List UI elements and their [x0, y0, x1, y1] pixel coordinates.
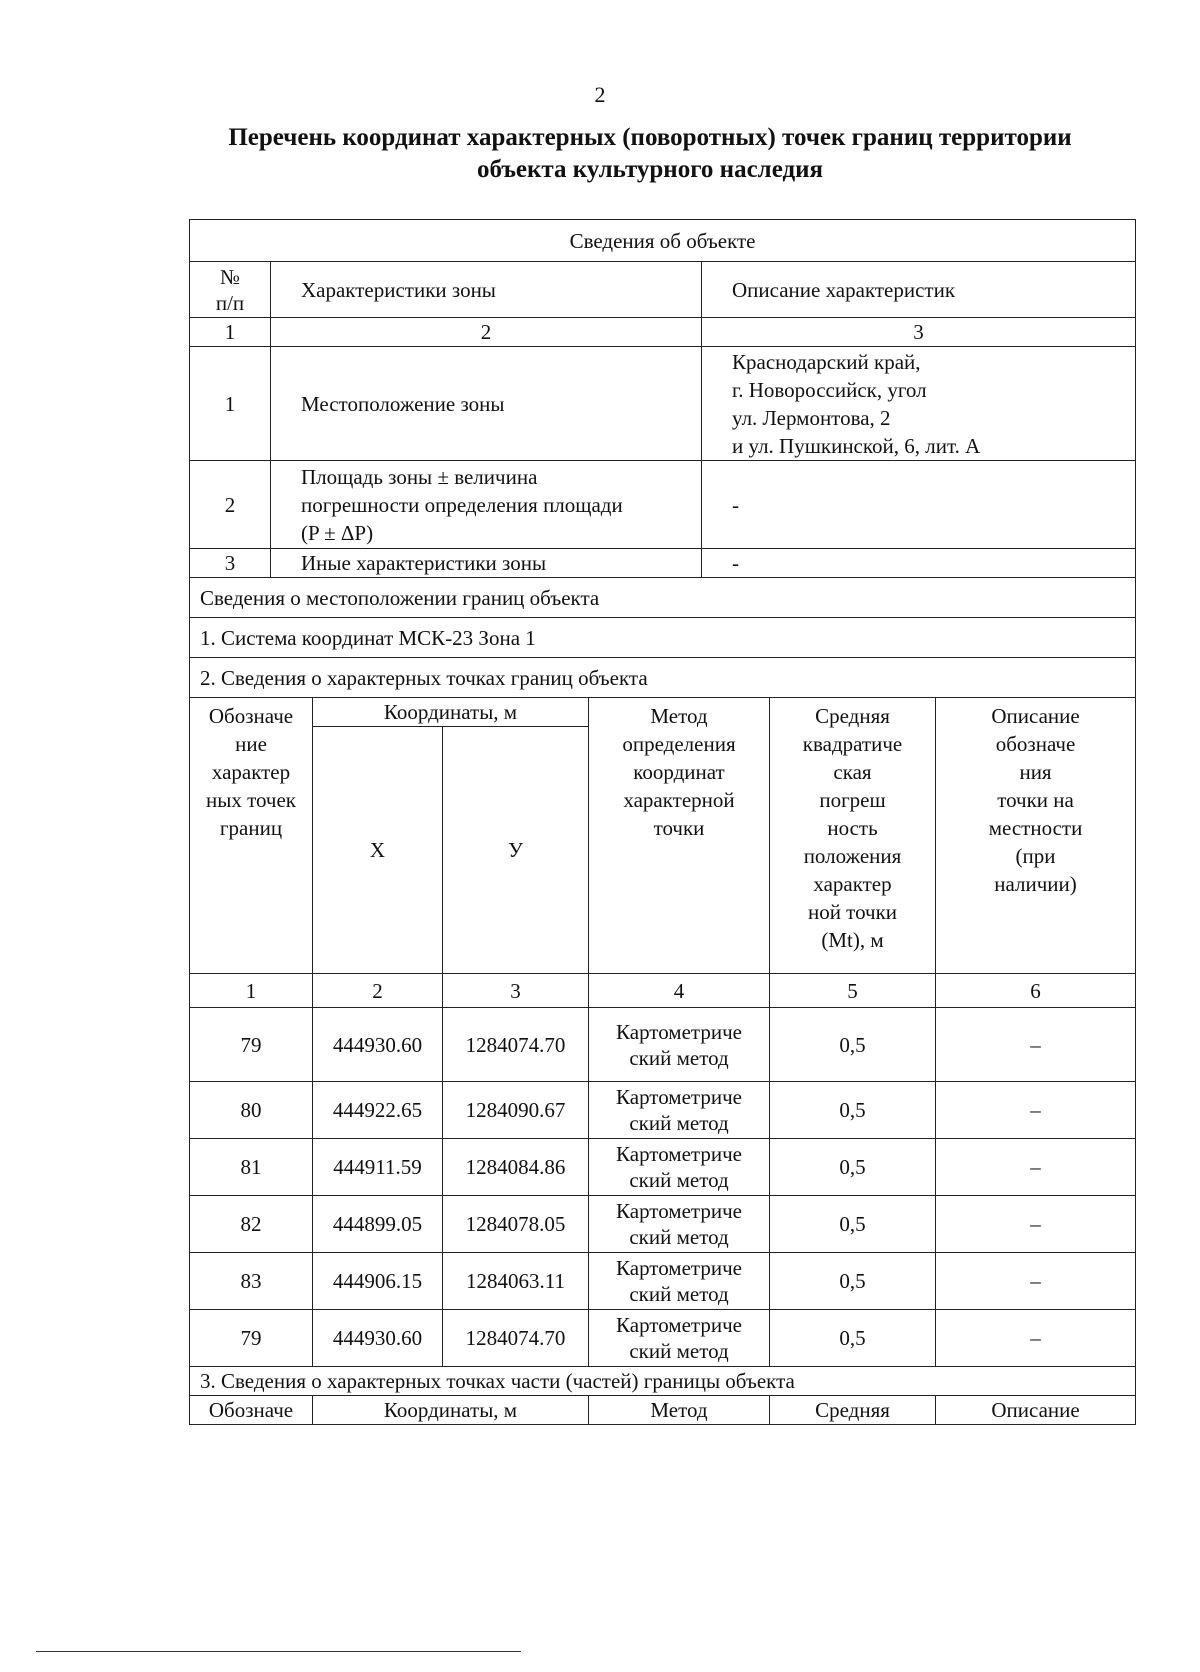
- col-characteristics-header: Характеристики зоны: [271, 262, 702, 318]
- header-line: местности: [988, 816, 1083, 840]
- location-line: Краснодарский край,: [732, 349, 921, 374]
- part-header: Средняя: [770, 1396, 936, 1425]
- point-x: 444911.59: [313, 1139, 443, 1196]
- footer-divider: [36, 1651, 521, 1652]
- header-line: характер: [211, 760, 291, 784]
- designation-header: [190, 698, 313, 974]
- point-row: [190, 1082, 1136, 1139]
- page-number: 2: [594, 82, 606, 107]
- row-name: Местоположение зоны: [271, 347, 702, 461]
- point-id: 82: [190, 1196, 313, 1253]
- title-line-2: объекта культурного наследия: [476, 156, 824, 183]
- object-info-header-row: [190, 262, 1136, 318]
- part-header: Координаты, м: [313, 1396, 589, 1425]
- coord-system: 1. Система координат МСК-23 Зона 1: [190, 618, 1136, 658]
- location-line: г. Новороссийск, угол: [732, 377, 927, 402]
- header-line: точки на: [997, 788, 1074, 812]
- method-line: ский метод: [629, 1111, 729, 1135]
- header-line: определения: [622, 732, 736, 756]
- point-row: [190, 1310, 1136, 1367]
- object-info-row: [190, 549, 1136, 578]
- point-note: –: [936, 1008, 1136, 1082]
- row-value: -: [702, 549, 1136, 578]
- header-line: ская: [833, 760, 872, 784]
- header-line: ность: [827, 816, 878, 840]
- header-line: точки: [653, 816, 705, 840]
- location-line: ул. Лермонтова, 2: [732, 405, 891, 430]
- point-mt: 0,5: [770, 1008, 936, 1082]
- title-line-1: Перечень координат характерных (поворотных) точек границ территории: [228, 124, 1072, 151]
- point-mt: 0,5: [770, 1196, 936, 1253]
- header-line: характер: [813, 872, 892, 896]
- object-info-number-row: [190, 318, 1136, 347]
- point-mt: 0,5: [770, 1310, 936, 1367]
- points-col-number: 6: [936, 974, 1136, 1008]
- point-x: 444930.60: [313, 1008, 443, 1082]
- header-line: (при: [1015, 844, 1056, 868]
- header-line: Средняя: [815, 704, 890, 728]
- points-col-number: 3: [443, 974, 589, 1008]
- row-name: Иные характеристики зоны: [271, 549, 702, 578]
- point-note: –: [936, 1310, 1136, 1367]
- point-y: 1284074.70: [443, 1310, 589, 1367]
- point-x: 444922.65: [313, 1082, 443, 1139]
- method-line: ский метод: [629, 1168, 729, 1192]
- header-line: Обозначе: [208, 704, 294, 728]
- point-x: 444930.60: [313, 1310, 443, 1367]
- header-line: квадратиче: [802, 732, 903, 756]
- part-header: Описание: [936, 1396, 1136, 1425]
- coord-system-row: [190, 618, 1136, 658]
- point-y: 1284063.11: [443, 1253, 589, 1310]
- row-name-line: погрешности определения площади: [301, 492, 623, 517]
- col-no-header: [190, 262, 271, 318]
- object-col-number: 3: [702, 318, 1136, 347]
- part-header-row: [190, 1396, 1136, 1425]
- row-name-line: Площадь зоны ± величина: [301, 464, 538, 489]
- point-row: [190, 1008, 1136, 1082]
- note-header: [936, 698, 1136, 974]
- header-line: ных точек: [205, 788, 297, 812]
- point-id: 79: [190, 1310, 313, 1367]
- points-col-number: 5: [770, 974, 936, 1008]
- method-line: ский метод: [629, 1282, 729, 1306]
- point-method: [589, 1310, 770, 1367]
- header-line: характерной: [623, 788, 735, 812]
- method-line: Картометриче: [616, 1019, 742, 1044]
- object-col-number: 2: [271, 318, 702, 347]
- row-name: [271, 461, 702, 549]
- point-y: 1284084.86: [443, 1139, 589, 1196]
- points-heading-row: [190, 658, 1136, 698]
- point-mt: 0,5: [770, 1082, 936, 1139]
- part-header: Обозначе: [190, 1396, 313, 1425]
- point-x: 444899.05: [313, 1196, 443, 1253]
- point-y: 1284078.05: [443, 1196, 589, 1253]
- boundary-heading: Сведения о местоположении границ объекта: [190, 578, 1136, 618]
- part-header: Метод: [589, 1396, 770, 1425]
- row-no: 2: [190, 461, 271, 549]
- points-col-number: 4: [589, 974, 770, 1008]
- part-heading-row: [190, 1367, 1136, 1396]
- coordinates-header: Координаты, м: [313, 698, 589, 727]
- point-x: 444906.15: [313, 1253, 443, 1310]
- header-line: границ: [219, 816, 283, 840]
- point-y: 1284090.67: [443, 1082, 589, 1139]
- point-id: 79: [190, 1008, 313, 1082]
- method-header: [589, 698, 770, 974]
- header-line: погреш: [819, 788, 886, 812]
- method-line: ский метод: [629, 1225, 729, 1249]
- object-col-number: 1: [190, 318, 271, 347]
- part-heading: 3. Сведения о характерных точках части (частей) границы объекта: [190, 1367, 1136, 1396]
- point-method: [589, 1196, 770, 1253]
- point-method: [589, 1008, 770, 1082]
- method-line: Картометриче: [616, 1085, 742, 1109]
- error-header: [770, 698, 936, 974]
- object-info-heading-row: [190, 220, 1136, 262]
- header-line: наличии): [994, 872, 1077, 896]
- point-id: 81: [190, 1139, 313, 1196]
- location-value: [702, 347, 1136, 461]
- points-col-number: 2: [313, 974, 443, 1008]
- header-line: ние: [235, 732, 267, 756]
- header-line: координат: [633, 760, 725, 784]
- header-line: ния: [1019, 760, 1052, 784]
- header-line: Описание: [991, 704, 1080, 728]
- col-no-symbol: №: [219, 264, 241, 289]
- method-line: ский метод: [629, 1045, 729, 1070]
- point-id: 80: [190, 1082, 313, 1139]
- y-header: У: [443, 727, 589, 974]
- point-row: [190, 1253, 1136, 1310]
- point-method: [589, 1253, 770, 1310]
- header-line: обозначе: [995, 732, 1076, 756]
- method-line: Картометриче: [616, 1313, 742, 1337]
- header-line: положения: [803, 844, 902, 868]
- header-line: Метод: [650, 704, 708, 728]
- method-line: ский метод: [629, 1339, 729, 1363]
- point-mt: 0,5: [770, 1253, 936, 1310]
- point-method: [589, 1082, 770, 1139]
- point-note: –: [936, 1082, 1136, 1139]
- boundary-heading-row: [190, 578, 1136, 618]
- method-line: Картометриче: [616, 1256, 742, 1280]
- point-note: –: [936, 1253, 1136, 1310]
- point-note: –: [936, 1196, 1136, 1253]
- col-no-label: п/п: [215, 290, 245, 315]
- row-name-line: (P ± ΔP): [301, 520, 374, 545]
- method-line: Картометриче: [616, 1199, 742, 1223]
- row-value: -: [702, 461, 1136, 549]
- point-method: [589, 1139, 770, 1196]
- object-info-heading: Сведения об объекте: [190, 220, 1136, 262]
- header-line: ной точки: [807, 900, 898, 924]
- location-line: и ул. Пушкинской, 6, лит. А: [732, 433, 981, 458]
- points-number-row: [190, 974, 1136, 1008]
- document-title: [150, 122, 1150, 186]
- point-id: 83: [190, 1253, 313, 1310]
- points-heading: 2. Сведения о характерных точках границ объекта: [190, 658, 1136, 698]
- points-header-row: [190, 698, 1136, 727]
- row-no: 3: [190, 549, 271, 578]
- x-header: Х: [313, 727, 443, 974]
- point-mt: 0,5: [770, 1139, 936, 1196]
- coordinates-table: [189, 219, 1136, 1425]
- header-line: (Mt), м: [821, 928, 884, 952]
- method-line: Картометриче: [616, 1142, 742, 1166]
- point-y: 1284074.70: [443, 1008, 589, 1082]
- row-no: 1: [190, 347, 271, 461]
- object-info-row: [190, 347, 1136, 461]
- col-description-header: Описание характеристик: [702, 262, 1136, 318]
- point-row: [190, 1139, 1136, 1196]
- points-col-number: 1: [190, 974, 313, 1008]
- point-note: –: [936, 1139, 1136, 1196]
- object-info-row: [190, 461, 1136, 549]
- point-row: [190, 1196, 1136, 1253]
